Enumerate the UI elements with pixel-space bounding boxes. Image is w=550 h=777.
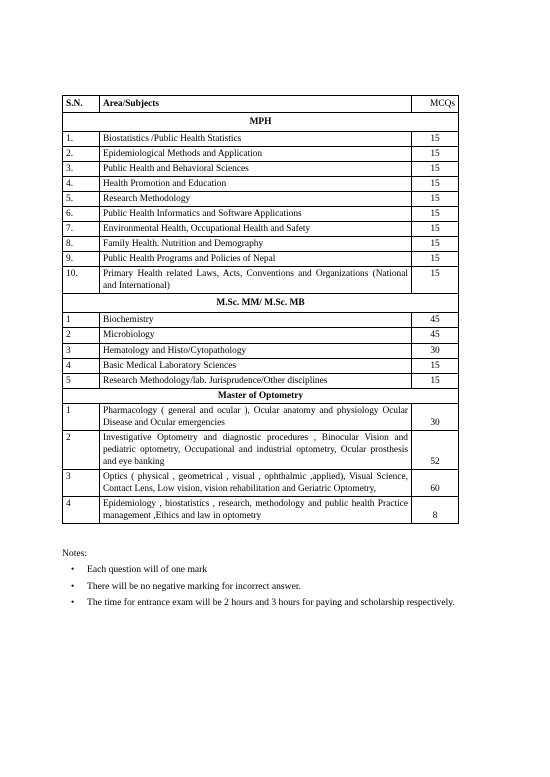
row-sn: 1 — [63, 313, 100, 328]
row-mcqs: 30 — [412, 403, 459, 430]
row-subject: Basic Medical Laboratory Sciences — [100, 358, 412, 373]
row-sn: 4 — [63, 496, 100, 523]
row-subject: Investigative Optometry and diagnostic procedures , Binocular Vision and pediatric optometry, Occupational and industrial optometry, Ocular prosthesis and eye banking — [100, 430, 412, 469]
note-text: There will be no negative marking for incorrect answer. — [87, 580, 301, 592]
row-subject: Family Health. Nutrition and Demography — [100, 237, 412, 252]
notes-title: Notes: — [62, 548, 88, 559]
table-row — [63, 252, 459, 267]
notes-list — [62, 563, 462, 609]
header-sn: S.N. — [63, 96, 100, 113]
table-row — [63, 469, 459, 496]
row-subject: Public Health Programs and Policies of Nepal — [100, 252, 412, 267]
table-row — [63, 373, 459, 388]
table-row — [63, 430, 459, 469]
row-mcqs: 15 — [412, 252, 459, 267]
bullet-icon: • — [71, 564, 75, 575]
note-text: The time for entrance exam will be 2 hours and 3 hours for paying and scholarship respectively. — [87, 597, 455, 609]
note-item — [71, 580, 462, 593]
row-subject: Primary Health related Laws, Acts, Conventions and Organizations (National and International) — [100, 267, 412, 294]
section-title: M.Sc. MM/ M.Sc. MB — [63, 294, 459, 313]
row-sn: 1 — [63, 403, 100, 430]
row-subject: Biochemistry — [100, 313, 412, 328]
table-row — [63, 132, 459, 147]
row-subject: Public Health and Behavioral Sciences — [100, 162, 412, 177]
row-sn: 2 — [63, 430, 100, 469]
row-mcqs: 30 — [412, 343, 459, 358]
note-item — [71, 563, 462, 576]
header-subject: Area/Subjects — [100, 96, 412, 113]
row-subject: Public Health Informatics and Software Applications — [100, 207, 412, 222]
row-sn: 9. — [63, 252, 100, 267]
section-title: Master of Optometry — [63, 388, 459, 403]
row-sn: 3 — [63, 343, 100, 358]
row-sn: 7. — [63, 222, 100, 237]
row-mcqs: 60 — [412, 469, 459, 496]
row-subject: Pharmacology ( general and ocular ), Ocular anatomy and physiology Ocular Disease and Ocular emergencies — [100, 403, 412, 430]
row-mcqs: 8 — [412, 496, 459, 523]
row-sn: 3 — [63, 469, 100, 496]
row-mcqs: 45 — [412, 313, 459, 328]
table-row — [63, 358, 459, 373]
row-subject: Research Methodology — [100, 192, 412, 207]
table-row — [63, 267, 459, 294]
row-subject: Environmental Health, Occupational Health and Safety — [100, 222, 412, 237]
row-mcqs: 15 — [412, 192, 459, 207]
note-item — [71, 596, 462, 609]
table-row — [63, 496, 459, 523]
header-mcqs: MCQs — [412, 96, 459, 113]
row-mcqs: 15 — [412, 373, 459, 388]
row-sn: 10. — [63, 267, 100, 294]
row-mcqs: 15 — [412, 207, 459, 222]
row-mcqs: 15 — [412, 177, 459, 192]
row-subject: Research Methodology/lab. Jurisprudence/Other disciplines — [100, 373, 412, 388]
row-subject: Hematology and Histo/Cytopathology — [100, 343, 412, 358]
section-header-row — [63, 294, 459, 313]
exam-subjects-table — [62, 95, 459, 524]
row-mcqs: 15 — [412, 267, 459, 294]
row-sn: 5. — [63, 192, 100, 207]
table-body — [63, 113, 459, 524]
row-mcqs: 15 — [412, 237, 459, 252]
row-sn: 2 — [63, 328, 100, 343]
table-row — [63, 177, 459, 192]
row-mcqs: 15 — [412, 132, 459, 147]
table-row — [63, 237, 459, 252]
table-header-row — [63, 96, 459, 113]
note-text: Each question will of one mark — [87, 564, 208, 576]
table-row — [63, 147, 459, 162]
row-mcqs: 15 — [412, 162, 459, 177]
section-header-row — [63, 113, 459, 132]
bullet-icon: • — [71, 597, 75, 608]
row-subject: Optics ( physical , geometrical , visual , ophthalmic ,applied), Visual Science, Contact Lens, Low vision, vision rehabilitation and Geriatric Optometry, — [100, 469, 412, 496]
table-row — [63, 343, 459, 358]
table-row — [63, 313, 459, 328]
row-mcqs: 52 — [412, 430, 459, 469]
section-header-row — [63, 388, 459, 403]
notes-section — [62, 547, 462, 613]
row-sn: 5 — [63, 373, 100, 388]
row-sn: 1. — [63, 132, 100, 147]
row-sn: 8. — [63, 237, 100, 252]
table-row — [63, 328, 459, 343]
table-row — [63, 192, 459, 207]
row-mcqs: 15 — [412, 222, 459, 237]
row-sn: 4 — [63, 358, 100, 373]
row-sn: 4. — [63, 177, 100, 192]
section-title: MPH — [63, 113, 459, 132]
row-subject: Epidemiological Methods and Application — [100, 147, 412, 162]
row-sn: 2. — [63, 147, 100, 162]
row-mcqs: 15 — [412, 147, 459, 162]
row-mcqs: 15 — [412, 358, 459, 373]
row-mcqs: 45 — [412, 328, 459, 343]
table-row — [63, 162, 459, 177]
row-subject: Biostatistics /Public Health Statistics — [100, 132, 412, 147]
row-sn: 6. — [63, 207, 100, 222]
table-row — [63, 403, 459, 430]
table-row — [63, 222, 459, 237]
row-subject: Microbiology — [100, 328, 412, 343]
row-subject: Health Promotion and Education — [100, 177, 412, 192]
bullet-icon: • — [71, 580, 75, 591]
row-sn: 3. — [63, 162, 100, 177]
table-row — [63, 207, 459, 222]
row-subject: Epidemiology , biostatistics , research, methodology and public health Practice management ,Ethics and law in optometry — [100, 496, 412, 523]
